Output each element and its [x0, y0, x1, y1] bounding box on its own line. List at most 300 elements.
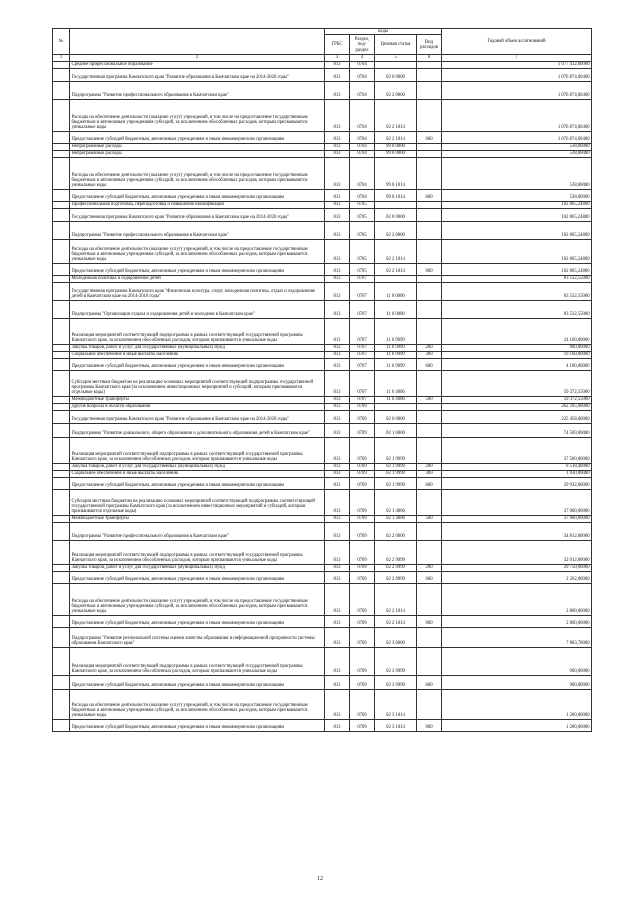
row-section: 0707 [350, 318, 375, 344]
table-row [53, 358, 592, 370]
row-section: 0709 [350, 437, 375, 463]
row-expense-type [417, 201, 442, 208]
row-expense-type [417, 489, 442, 515]
row-amount: 225 458,60000 [442, 410, 592, 423]
row-grbs: 813 [325, 318, 350, 344]
row-grbs: 813 [325, 351, 350, 358]
row-section: 0709 [350, 410, 375, 423]
row-grbs: 813 [325, 358, 350, 370]
row-grbs: 813 [325, 463, 350, 470]
row-name: Предоставление субсидий бюджетным, автономным учреждениям и иным некоммерческим организациям [70, 675, 325, 689]
row-grbs: 813 [325, 515, 350, 522]
row-section: 0704 [350, 189, 375, 201]
row-section: 0704 [350, 131, 375, 143]
row-target: 11 6 9999 [375, 344, 417, 351]
row-name: Государственная программа Камчатского края "Развитие образования в Камчатском крае на 2014-2020 годы" [70, 68, 325, 81]
row-section: 0704 [350, 68, 375, 81]
header-num: № [53, 29, 70, 55]
table-row [53, 515, 592, 522]
row-target: 02 2 9999 [375, 540, 417, 564]
row-amount: 1 076 874,00400 [442, 99, 592, 131]
row-grbs: 813 [325, 564, 350, 571]
table-row [53, 131, 592, 143]
row-num [53, 351, 70, 358]
row-expense-type [417, 627, 442, 647]
row-section: 0705 [350, 201, 375, 208]
row-name: Предоставление субсидий бюджетным, автономным учреждениям и иным некоммерческим организациям [70, 615, 325, 627]
table-row [53, 463, 592, 470]
row-grbs: 813 [325, 571, 350, 583]
row-num [53, 81, 70, 99]
row-target: 02 2 1014 [375, 583, 417, 615]
table-row [53, 564, 592, 571]
page-number: 12 [317, 876, 323, 882]
row-section: 0709 [350, 489, 375, 515]
row-num [53, 675, 70, 689]
row-expense-type [417, 370, 442, 396]
row-num [53, 143, 70, 150]
row-target: 11 6 9999 [375, 351, 417, 358]
row-target: 02 2 0000 [375, 221, 417, 239]
row-amount: 538,00000 [442, 143, 592, 150]
row-target: 02 2 9999 [375, 571, 417, 583]
table-row [53, 68, 592, 81]
row-target: 11 6 4006 [375, 370, 417, 396]
row-num [53, 627, 70, 647]
table-row [53, 627, 592, 647]
row-section: 0704 [350, 99, 375, 131]
row-name: Профессиональная подготовка, переподготовка и повышение квалификации [70, 201, 325, 208]
row-grbs: 813 [325, 150, 350, 157]
row-section: 0707 [350, 351, 375, 358]
row-num [53, 208, 70, 221]
row-expense-type [417, 143, 442, 150]
table-row [53, 423, 592, 437]
row-target [375, 403, 417, 410]
row-name: Предоставление субсидий бюджетным, автономным учреждениям и иным некоммерческим организациям [70, 358, 325, 370]
row-num [53, 470, 70, 477]
row-target: 02 1 9999 [375, 477, 417, 489]
row-amount: 1 076 874,00400 [442, 131, 592, 143]
table-row [53, 221, 592, 239]
row-section: 0709 [350, 522, 375, 540]
row-num [53, 157, 70, 189]
row-section: 0709 [350, 719, 375, 731]
header-grbs: ГРБС [325, 35, 350, 55]
row-grbs: 813 [325, 208, 350, 221]
row-section: 0709 [350, 675, 375, 689]
row-amount: 538,00000 [442, 189, 592, 201]
row-amount: 1 076 874,00400 [442, 81, 592, 99]
table-row [53, 351, 592, 358]
row-expense-type: 200 [417, 564, 442, 571]
row-amount: 29 750,00000 [442, 564, 592, 571]
table-row [53, 208, 592, 221]
row-target: 11 6 0000 [375, 300, 417, 318]
table-row [53, 143, 592, 150]
row-target: 02 0 0000 [375, 208, 417, 221]
document-page [52, 28, 591, 732]
row-num [53, 615, 70, 627]
row-target: 02 3 0000 [375, 627, 417, 647]
row-expense-type: 600 [417, 358, 442, 370]
row-amount: 102 865,24800 [442, 208, 592, 221]
header-expense-type: Вид расходов [417, 35, 442, 55]
row-target: 02 2 1014 [375, 99, 417, 131]
table-row [53, 719, 592, 731]
row-section: 0705 [350, 263, 375, 275]
row-amount: 59 372,55000 [442, 370, 592, 396]
row-section: 0707 [350, 344, 375, 351]
row-amount: 34 812,00000 [442, 522, 592, 540]
row-grbs: 813 [325, 68, 350, 81]
row-name: Межбюджетные трансферты [70, 396, 325, 403]
table-row [53, 540, 592, 564]
row-expense-type: 600 [417, 477, 442, 489]
row-expense-type [417, 208, 442, 221]
row-section: 0705 [350, 208, 375, 221]
row-expense-type [417, 403, 442, 410]
table-row [53, 489, 592, 515]
row-section: 0709 [350, 627, 375, 647]
row-target: 11 6 9999 [375, 318, 417, 344]
row-num [53, 282, 70, 300]
budget-table [52, 28, 592, 732]
row-target: 02 3 9999 [375, 675, 417, 689]
row-section: 0707 [350, 282, 375, 300]
row-grbs: 813 [325, 81, 350, 99]
row-target: 02 3 1014 [375, 689, 417, 719]
row-num [53, 463, 70, 470]
row-expense-type [417, 81, 442, 99]
row-amount: 102 865,24800 [442, 239, 592, 263]
row-amount: 102 865,24800 [442, 221, 592, 239]
header-index: 2 [70, 55, 325, 61]
row-num [53, 719, 70, 731]
row-grbs: 813 [325, 437, 350, 463]
row-amount: 74 500,00000 [442, 423, 592, 437]
row-name: Подпрограмма "Развитие профессионального образования в Камчатском крае" [70, 522, 325, 540]
row-target: 11 6 9999 [375, 358, 417, 370]
row-num [53, 689, 70, 719]
row-name: Предоставление субсидий бюджетным, автономным учреждениям и иным некоммерческим организациям [70, 477, 325, 489]
row-grbs: 813 [325, 522, 350, 540]
row-amount: 83 532,55000 [442, 300, 592, 318]
row-target: 02 2 1014 [375, 263, 417, 275]
row-name: Реализация мероприятий соответствующей подпрограммы в рамках соответствующей государственной программы Камчатского края, за исключением обособленных расходов, которым присваиваются уникальные коды [70, 647, 325, 675]
header-codes: коды [325, 29, 442, 35]
row-num [53, 275, 70, 282]
row-amount: 37 000,00000 [442, 489, 592, 515]
row-num [53, 489, 70, 515]
table-row [53, 344, 592, 351]
row-name: Подпрограмма "Развитие профессионального образования в Камчатском крае" [70, 81, 325, 99]
row-target: 02 2 1014 [375, 239, 417, 263]
row-num [53, 571, 70, 583]
row-num [53, 583, 70, 615]
row-target [375, 275, 417, 282]
row-section: 0709 [350, 403, 375, 410]
row-name: Предоставление субсидий бюджетным, автономным учреждениям и иным некоммерческим организациям [70, 189, 325, 201]
table-row [53, 675, 592, 689]
row-target: 02 3 1014 [375, 719, 417, 731]
row-grbs: 813 [325, 615, 350, 627]
row-target: 02 2 1014 [375, 131, 417, 143]
row-amount: 900,00000 [442, 344, 592, 351]
row-name: Расходы на обеспечение деятельности (оказание услуг) учреждений, в том числе на предоставление государственным бюджетным и автономным учреждениям субсидий, за исключением обособленных расходов, которым присваиваются уникальные коды [70, 583, 325, 615]
row-name: Молодежная политика и оздоровление детей [70, 275, 325, 282]
row-amount: 2 262,00000 [442, 571, 592, 583]
row-amount: 900,00000 [442, 647, 592, 675]
row-target: 02 2 1014 [375, 615, 417, 627]
row-amount: 1 200,00000 [442, 689, 592, 719]
row-expense-type [417, 423, 442, 437]
row-name: Государственная программа Камчатского края "Физическая культура, спорт, молодежная политика, отдых и оздоровление детей в Камчатском крае на 2014-2018 годы" [70, 282, 325, 300]
row-target: 02 0 0000 [375, 68, 417, 81]
row-num [53, 358, 70, 370]
row-num [53, 318, 70, 344]
row-grbs: 813 [325, 719, 350, 731]
row-amount: 4 100,00000 [442, 358, 592, 370]
row-section: 0704 [350, 143, 375, 150]
row-name: Подпрограмма "Развитие профессионального образования в Камчатском крае" [70, 221, 325, 239]
row-grbs: 813 [325, 647, 350, 675]
row-expense-type: 600 [417, 263, 442, 275]
row-target: 02 0 0000 [375, 410, 417, 423]
row-section: 0709 [350, 571, 375, 583]
row-grbs: 813 [325, 489, 350, 515]
table-row [53, 403, 592, 410]
row-amount: 7 883,70000 [442, 627, 592, 647]
row-target: 11 6 4006 [375, 396, 417, 403]
row-name: Предоставление субсидий бюджетным, автономным учреждениям и иным некоммерческим организациям [70, 131, 325, 143]
row-target: 02 1 9999 [375, 463, 417, 470]
row-amount: 262 295,90000 [442, 403, 592, 410]
row-target: 02 3 9999 [375, 647, 417, 675]
table-header [53, 29, 592, 62]
row-target: 02 1 4006 [375, 515, 417, 522]
row-num [53, 150, 70, 157]
header-index: 5 [375, 55, 417, 61]
row-name: Государственная программа Камчатского края "Развитие образования в Камчатском крае на 2014-2020 годы" [70, 208, 325, 221]
row-name: Подпрограмма "Развитие региональной системы оценки качества образования и информационной прозрачности системы образования Камчатского края" [70, 627, 325, 647]
row-expense-type: 600 [417, 675, 442, 689]
header-index: 4 [350, 55, 375, 61]
row-amount: 538,00000 [442, 157, 592, 189]
row-grbs: 813 [325, 540, 350, 564]
row-name: Подпрограмма "Организация отдыха и оздоровления детей и молодежи в Камчатском крае" [70, 300, 325, 318]
row-name: Среднее профессиональное образование [70, 61, 325, 68]
row-amount: 1 077 412,00000 [442, 61, 592, 68]
row-section: 0709 [350, 564, 375, 571]
row-grbs: 813 [325, 143, 350, 150]
table-row [53, 318, 592, 344]
row-amount: 1 076 874,00400 [442, 68, 592, 81]
row-expense-type: 300 [417, 470, 442, 477]
table-row [53, 150, 592, 157]
row-amount: 2 800,00000 [442, 615, 592, 627]
table-row [53, 263, 592, 275]
table-row [53, 99, 592, 131]
row-grbs: 813 [325, 470, 350, 477]
row-amount: 24 160,00000 [442, 318, 592, 344]
table-row [53, 396, 592, 403]
row-section: 0709 [350, 647, 375, 675]
row-section: 0709 [350, 515, 375, 522]
table-row [53, 689, 592, 719]
row-expense-type [417, 410, 442, 423]
row-target: 11 0 0000 [375, 282, 417, 300]
row-grbs: 813 [325, 221, 350, 239]
row-expense-type: 500 [417, 515, 442, 522]
row-target: 02 1 4006 [375, 489, 417, 515]
table-row [53, 647, 592, 675]
row-num [53, 61, 70, 68]
row-name: Реализация мероприятий соответствующей подпрограммы в рамках соответствующей государственной программы Камчатского края, за исключением обособленных расходов, которым присваиваются уникальные коды [70, 437, 325, 463]
row-grbs: 813 [325, 689, 350, 719]
row-grbs: 813 [325, 263, 350, 275]
row-expense-type: 500 [417, 396, 442, 403]
table-row [53, 571, 592, 583]
row-expense-type [417, 540, 442, 564]
row-name: Межбюджетные трансферты [70, 515, 325, 522]
row-grbs: 813 [325, 300, 350, 318]
row-name: Государственная программа Камчатского края "Развитие образования в Камчатском крае на 2014-2020 годы" [70, 410, 325, 423]
row-name: Непрограммные расходы [70, 143, 325, 150]
row-num [53, 410, 70, 423]
row-grbs: 813 [325, 201, 350, 208]
row-expense-type: 600 [417, 189, 442, 201]
row-target: 02 2 0000 [375, 81, 417, 99]
row-amount: 37 000,00000 [442, 515, 592, 522]
row-expense-type [417, 68, 442, 81]
row-section: 0707 [350, 396, 375, 403]
table-row [53, 583, 592, 615]
row-grbs: 813 [325, 627, 350, 647]
header-index: 6 [417, 55, 442, 61]
row-target [375, 61, 417, 68]
row-target: 99 0 1014 [375, 189, 417, 201]
row-target: 02 1 9999 [375, 437, 417, 463]
row-expense-type: 300 [417, 351, 442, 358]
row-target: 99 0 0000 [375, 150, 417, 157]
row-amount: 83 532,55000 [442, 282, 592, 300]
row-expense-type: 600 [417, 615, 442, 627]
row-num [53, 403, 70, 410]
row-expense-type: 600 [417, 571, 442, 583]
row-num [53, 344, 70, 351]
header-index: 7 [442, 55, 592, 61]
table-row [53, 61, 592, 68]
row-expense-type [417, 583, 442, 615]
row-num [53, 99, 70, 131]
row-amount: 102 865,24800 [442, 201, 592, 208]
row-expense-type [417, 275, 442, 282]
row-num [53, 370, 70, 396]
row-grbs: 813 [325, 675, 350, 689]
row-amount: 59 372,55000 [442, 396, 592, 403]
row-expense-type [417, 61, 442, 68]
row-expense-type [417, 239, 442, 263]
row-expense-type [417, 300, 442, 318]
table-row [53, 282, 592, 300]
row-expense-type [417, 150, 442, 157]
table-row [53, 300, 592, 318]
row-name: Закупка товаров, работ и услуг для государственных (муниципальных) нужд [70, 564, 325, 571]
row-target: 02 1 9999 [375, 470, 417, 477]
row-grbs: 813 [325, 423, 350, 437]
row-grbs: 813 [325, 477, 350, 489]
row-name: Субсидии местным бюджетам на реализацию основных мероприятий соответствующей подпрограммы соответствующей государственной программы Камчатского края (за исключением инвестиционных мероприятий и субсидий, которым присваиваются отдельные коды) [70, 489, 325, 515]
row-section: 0704 [350, 61, 375, 68]
row-name: Другие вопросы в области образования [70, 403, 325, 410]
row-target: 02 2 9999 [375, 564, 417, 571]
table-row [53, 239, 592, 263]
row-amount: 83 532,55000 [442, 275, 592, 282]
row-amount: 1 030,00000 [442, 470, 592, 477]
row-name: Непрограммные расходы [70, 150, 325, 157]
header-annual: Годовой объем ассигнований [442, 29, 592, 55]
row-name: Расходы на обеспечение деятельности (оказание услуг) учреждений, в том числе на предоставление государственным бюджетным и автономным учреждениям субсидий, за исключением обособленных расходов, которым присваиваются уникальные коды [70, 689, 325, 719]
table-row [53, 157, 592, 189]
row-name: Предоставление субсидий бюджетным, автономным учреждениям и иным некоммерческим организациям [70, 571, 325, 583]
row-num [53, 396, 70, 403]
row-num [53, 131, 70, 143]
row-num [53, 201, 70, 208]
row-name: Социальное обеспечение и иные выплаты населению [70, 470, 325, 477]
table-row [53, 437, 592, 463]
row-num [53, 300, 70, 318]
row-grbs: 813 [325, 275, 350, 282]
header-target: Целевая статья [375, 35, 417, 55]
row-section: 0704 [350, 81, 375, 99]
row-expense-type [417, 99, 442, 131]
row-target: 02 2 0000 [375, 522, 417, 540]
row-amount: 29 932,00000 [442, 477, 592, 489]
table-row [53, 410, 592, 423]
row-section: 0707 [350, 358, 375, 370]
row-name: Реализация мероприятий соответствующей подпрограммы в рамках соответствующей государственной программы Камчатского края, за исключением обособленных расходов, которым присваиваются уникальные коды [70, 540, 325, 564]
row-expense-type [417, 157, 442, 189]
row-expense-type [417, 522, 442, 540]
row-target: 99 0 0000 [375, 143, 417, 150]
row-section: 0707 [350, 275, 375, 282]
row-name: Предоставление субсидий бюджетным, автономным учреждениям и иным некоммерческим организациям [70, 719, 325, 731]
row-name: Подпрограмма "Развитие дошкольного, общего образования и дополнительного образования детей в Камчатском крае" [70, 423, 325, 437]
header-name [70, 29, 325, 55]
row-num [53, 540, 70, 564]
table-row [53, 522, 592, 540]
row-expense-type [417, 282, 442, 300]
row-grbs: 813 [325, 61, 350, 68]
row-grbs: 813 [325, 282, 350, 300]
row-grbs: 813 [325, 344, 350, 351]
row-expense-type [417, 437, 442, 463]
row-grbs: 813 [325, 370, 350, 396]
row-section: 0704 [350, 157, 375, 189]
row-grbs: 813 [325, 410, 350, 423]
row-section: 0709 [350, 615, 375, 627]
row-amount: 32 012,00000 [442, 540, 592, 564]
table-row [53, 189, 592, 201]
row-name: Расходы на обеспечение деятельности (оказание услуг) учреждений, в том числе на предоставление государственным бюджетным и автономным учреждениям субсидий, за исключением обособленных расходов, которым присваиваются уникальные коды [70, 157, 325, 189]
row-name: Расходы на обеспечение деятельности (оказание услуг) учреждений, в том числе на предоставление государственным бюджетным и автономным учреждениям субсидий, за исключением обособленных расходов, которым присваиваются уникальные коды [70, 99, 325, 131]
row-section: 0709 [350, 540, 375, 564]
row-section: 0704 [350, 150, 375, 157]
row-target: 02 1 0000 [375, 423, 417, 437]
row-section: 0707 [350, 370, 375, 396]
row-amount: 900,00000 [442, 675, 592, 689]
